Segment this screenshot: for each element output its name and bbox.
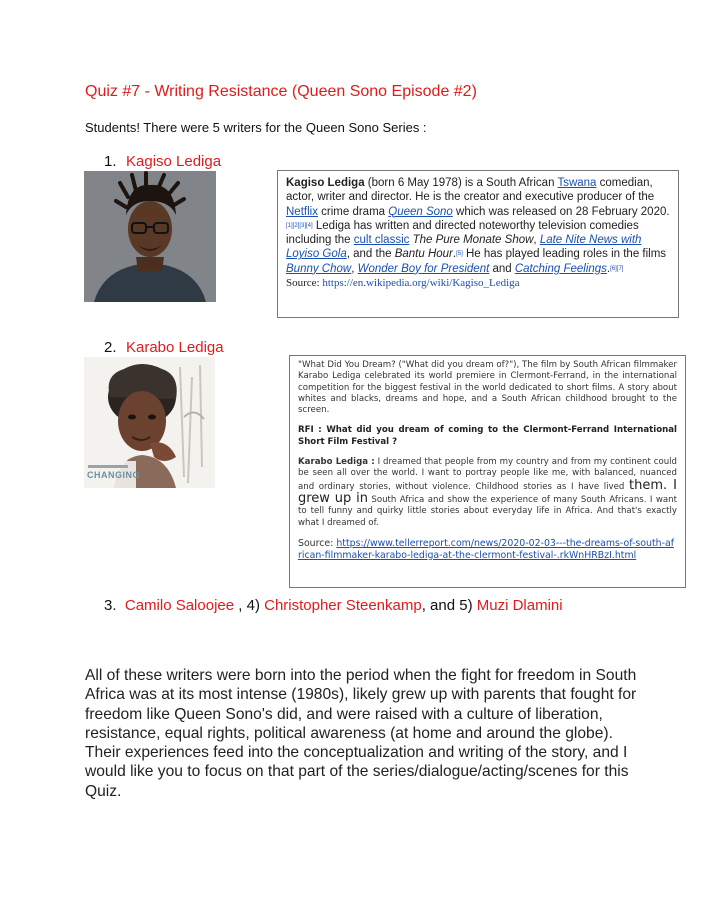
answer-text: I dreamed that people from my country and from my continent could be seen all over the world. I want to portray people like me, with balanced, nuanced and ordinary stories, without violence. Childhood stories as I have lived bbox=[298, 457, 677, 492]
bio-text: (born 6 May 1978) is a South African bbox=[364, 177, 558, 189]
title-pure-monate: The Pure Monate Show bbox=[412, 234, 534, 247]
title-bantu-hour: Bantu Hour bbox=[394, 248, 453, 261]
writers-3-5 bbox=[104, 597, 563, 614]
kagiso-source-link[interactable]: https://en.wikipedia.org/wiki/Kagiso_Lediga bbox=[322, 277, 520, 290]
quiz-instructions: All of these writers were born into the period when the fight for freedom in South Africa was at its most intense (1980s), likely grew up with parents that fought for freedom like Queen Sono's did, and were raised with a culture of liberation, resistance, equal rights, political awareness (at home and around the globe). Their experiences feed into the conceptualization and writing of the story, and I would like you to focus on that part of the series/dialogue/acting/scenes for this Quiz. bbox=[85, 667, 637, 800]
article-intro: "What Did You Dream? ("What did you dream of?"), The film by South African filmmaker Karabo Lediga celebrated its world premiere in Clermont-Ferrand, in the international competition for the biggest festival in the world dedicated to short films. A story about whites and blacks, dreams and hope, and a South African childhood brought to the screen. bbox=[298, 360, 677, 416]
intro-text: Students! There were 5 writers for the Queen Sono Series : bbox=[85, 120, 427, 135]
karabo-photo bbox=[84, 357, 215, 488]
bio-text: . bbox=[606, 262, 611, 275]
karabo-article-box bbox=[289, 355, 686, 588]
karabo-source-link[interactable]: https://www.tellerreport.com/news/2020-02-03---the-dreams-of-south-african-filmmaker-karabo-lediga-at-the-clermont-festival-.rkWnHRBzI.html bbox=[298, 537, 674, 561]
link-bunny-chow[interactable]: Bunny Chow bbox=[286, 262, 352, 275]
bio-text: and bbox=[489, 262, 515, 275]
link-tswana[interactable]: Tswana bbox=[557, 177, 597, 189]
bio-text: , and the bbox=[346, 248, 395, 261]
bio-text: Lediga has written and directed noteworthy television comedies including the bbox=[286, 219, 639, 247]
writer-3-name: Camilo Saloojee bbox=[124, 597, 235, 614]
kagiso-source bbox=[286, 276, 670, 290]
answer-text: South Africa and show the experience of many South Africans. I want to tell funny and quirky little stories about everyday life in Africa. And that's exactly what I dreamed of. bbox=[298, 494, 677, 528]
list-number-2: 2. bbox=[104, 339, 117, 356]
writer-2-name: Karabo Lediga bbox=[126, 339, 224, 356]
source-label: Source: bbox=[286, 277, 323, 290]
writer-1-name: Kagiso Lediga bbox=[126, 153, 222, 170]
separator: , 4) bbox=[234, 597, 265, 614]
photo-caption: CHANGING bbox=[87, 470, 140, 480]
page-title: Quiz #7 - Writing Resistance (Queen Sono Episode #2) bbox=[85, 83, 477, 100]
kagiso-bio-text bbox=[286, 176, 670, 276]
link-wonder-boy[interactable]: Wonder Boy for President bbox=[357, 262, 490, 275]
article-answer bbox=[298, 457, 677, 529]
link-cult-classic[interactable]: cult classic bbox=[353, 234, 410, 247]
question-label: RFI : bbox=[298, 425, 322, 436]
list-number-1: 1. bbox=[104, 153, 117, 170]
bio-text: , bbox=[351, 262, 358, 275]
citation[interactable]: [5] bbox=[456, 251, 463, 258]
separator: , and 5) bbox=[421, 597, 477, 614]
link-late-nite[interactable]: Late Nite News with Loyiso Gola bbox=[286, 234, 642, 261]
bio-text: He has played leading roles in the films bbox=[462, 248, 667, 261]
link-queen-sono[interactable]: Queen Sono bbox=[388, 205, 453, 218]
writer-5-name: Muzi Dlamini bbox=[476, 597, 563, 614]
answer-label: Karabo Lediga : bbox=[298, 457, 375, 468]
bio-name: Kagiso Lediga bbox=[286, 177, 365, 189]
citation[interactable]: [1][2][3][4] bbox=[286, 222, 313, 229]
list-number-3: 3. bbox=[104, 597, 117, 614]
link-catching-feelings[interactable]: Catching Feelings bbox=[514, 262, 607, 275]
question-text: What did you dream of coming to the Clermont-Ferrand International Short Film Festival ? bbox=[298, 425, 677, 447]
article-question bbox=[298, 425, 677, 448]
kagiso-bio-box bbox=[277, 170, 679, 318]
bio-text: which was released on 28 February 2020. bbox=[452, 205, 670, 218]
answer-text-large: them. I grew up in bbox=[298, 477, 677, 506]
bio-text: . bbox=[452, 248, 457, 261]
karabo-source bbox=[298, 538, 677, 562]
citation[interactable]: [6][7] bbox=[610, 265, 624, 272]
source-label: Source: bbox=[298, 537, 337, 549]
writer-4-name: Christopher Steenkamp bbox=[264, 597, 422, 614]
bio-text: , bbox=[533, 234, 540, 247]
bio-text: crime drama bbox=[317, 205, 389, 218]
link-netflix[interactable]: Netflix bbox=[286, 205, 318, 218]
bio-text: comedian, actor, writer and director. He is the creator and executive producer of the bbox=[286, 177, 655, 204]
kagiso-photo bbox=[84, 171, 216, 302]
